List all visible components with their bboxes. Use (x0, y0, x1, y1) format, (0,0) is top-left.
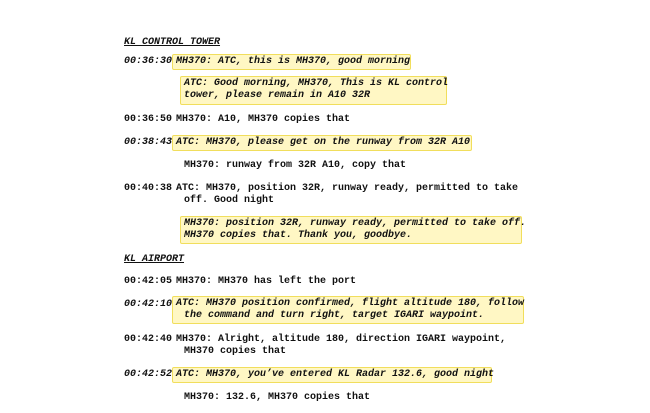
transcript-line: ATC: MH370 position confirmed, flight altitude 180, follow (176, 298, 525, 309)
transcript-line: ATC: MH370, you’ve entered KL Radar 132.6, good night (176, 369, 495, 380)
transcript-line: ATC: MH370, please get on the runway from 32R A10 (176, 137, 471, 148)
timestamp: 00:42:05 (124, 276, 173, 287)
transcript-line: off. Good night (184, 195, 275, 206)
transcript-line: MH370: runway from 32R A10, copy that (184, 160, 407, 171)
timestamp: 00:42:52 (124, 369, 173, 380)
transcript-line: MH370 copies that (184, 346, 287, 357)
timestamp: 00:40:38 (124, 183, 173, 194)
timestamp: 00:38:43 (124, 137, 173, 148)
transcript-line: MH370: A10, MH370 copies that (176, 114, 351, 125)
section-heading-control-tower: KL CONTROL TOWER (124, 37, 221, 48)
timestamp: 00:36:50 (124, 114, 173, 125)
transcript-line: tower, please remain in A10 32R (184, 90, 371, 101)
transcript-line: MH370: Alright, altitude 180, direction IGARI waypoint, (176, 334, 507, 345)
timestamp: 00:42:40 (124, 334, 173, 345)
transcript-line: MH370 copies that. Thank you, goodbye. (184, 230, 413, 241)
transcript-line: MH370: ATC, this is MH370, good morning (176, 56, 411, 67)
section-heading-airport: KL AIRPORT (124, 254, 185, 265)
timestamp: 00:42:10 (124, 299, 173, 310)
transcript-line: MH370: MH370 has left the port (176, 276, 357, 287)
transcript-line: MH370: position 32R, runway ready, permitted to take off. (184, 218, 527, 229)
transcript-line: ATC: MH370, position 32R, runway ready, permitted to take (176, 183, 519, 194)
transcript-line: the command and turn right, target IGARI waypoint. (184, 310, 485, 321)
timestamp: 00:36:30 (124, 56, 173, 67)
transcript-line: MH370: 132.6, MH370 copies that (184, 392, 371, 403)
transcript-line: ATC: Good morning, MH370, This is KL control (184, 78, 449, 89)
